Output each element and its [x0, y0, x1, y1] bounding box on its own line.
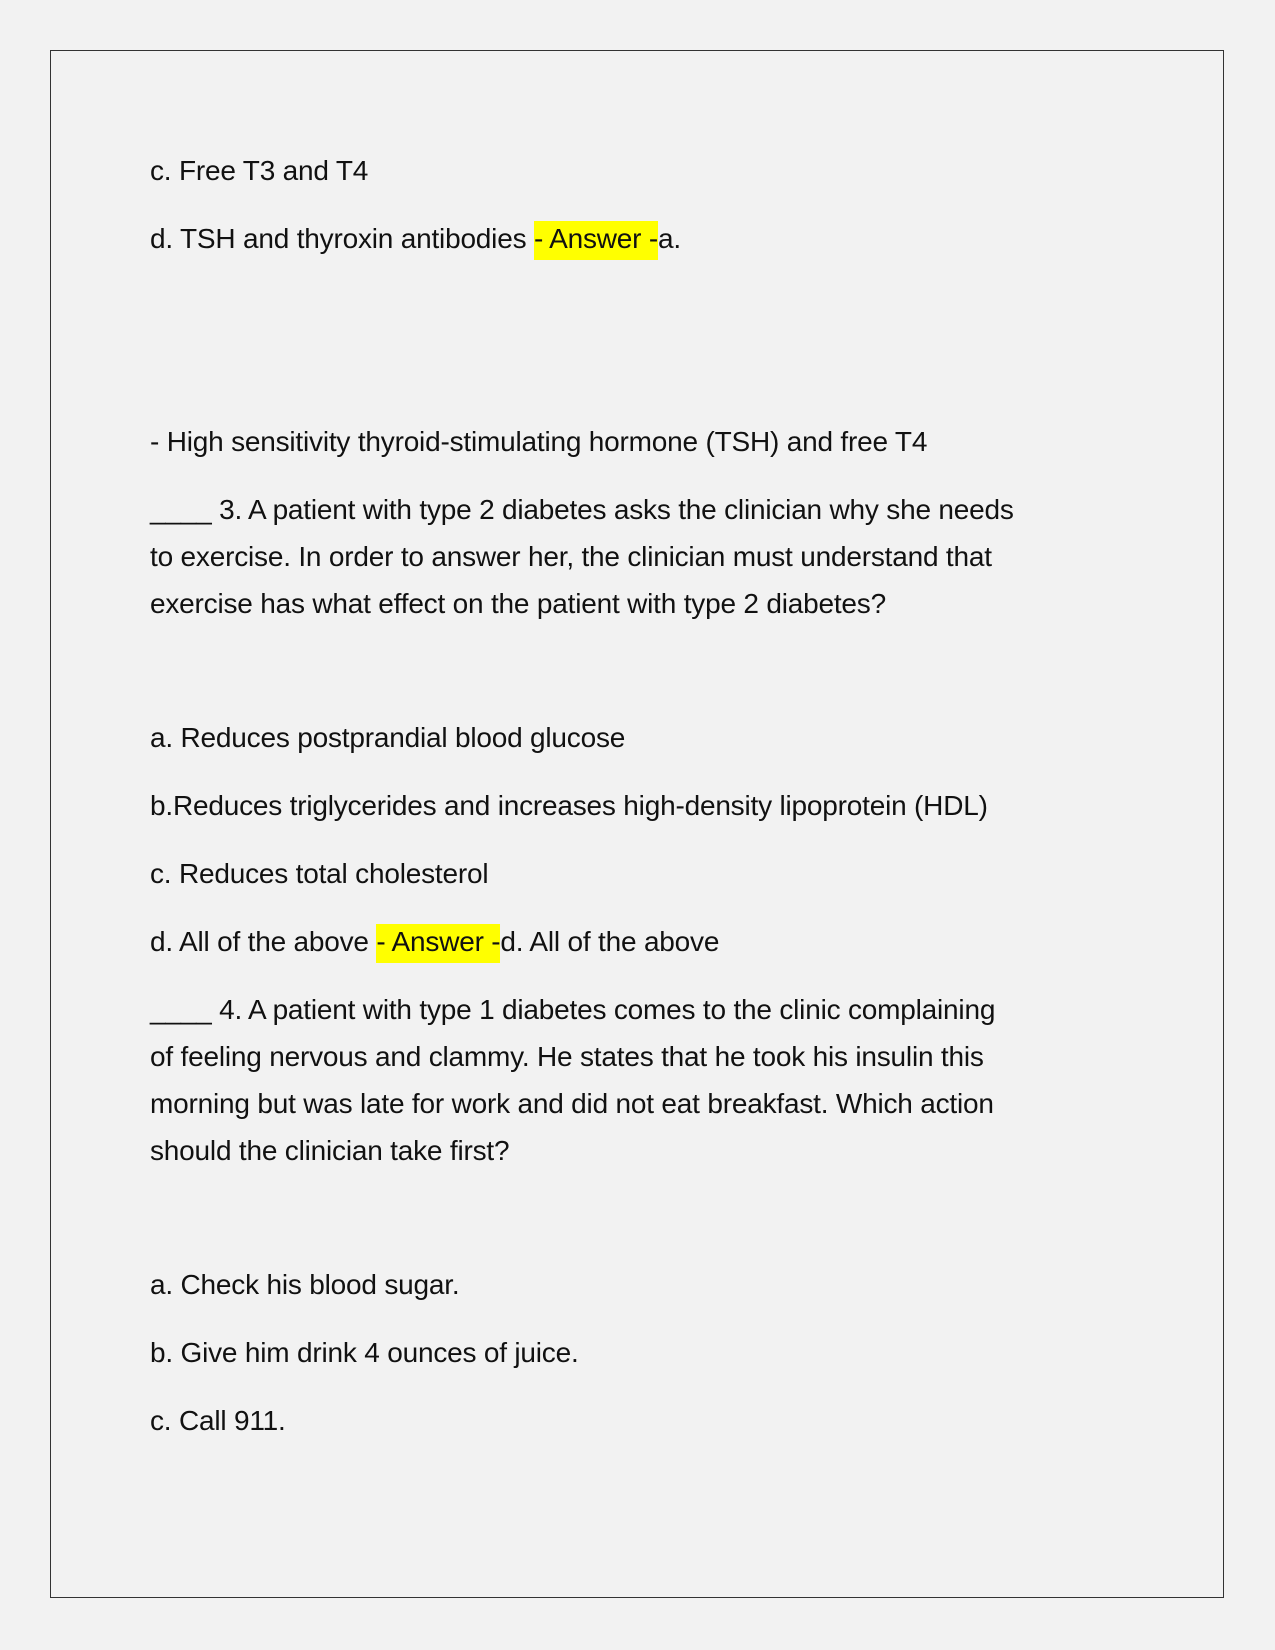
q4-option-b: b. Give him drink 4 ounces of juice.	[150, 1337, 579, 1368]
q2-answer-highlight: - Answer -	[534, 221, 658, 260]
q3-option-d: d. All of the above	[150, 926, 377, 957]
q2-option-d-answer-line	[150, 222, 681, 256]
q3-question-line: to exercise. In order to answer her, the clinician must understand that	[150, 541, 992, 572]
q4-question-line: of feeling nervous and clammy. He states that he took his insulin this	[150, 1041, 984, 1072]
q3-option-b: b.Reduces triglycerides and increases high-density lipoprotein (HDL)	[150, 790, 988, 821]
q3-question-line: ____ 3. A patient with type 2 diabetes asks the clinician why she needs	[150, 494, 1014, 525]
q2-answer-value: a.	[658, 223, 681, 254]
q4-question-line: ____ 4. A patient with type 1 diabetes comes to the clinic complaining	[150, 994, 996, 1025]
q3-question-line: exercise has what effect on the patient with type 2 diabetes?	[150, 588, 886, 619]
q3-option-a: a. Reduces postprandial blood glucose	[150, 722, 626, 753]
q2-rationale: - High sensitivity thyroid-stimulating hormone (TSH) and free T4	[150, 426, 928, 457]
q3-answer-highlight: - Answer -	[376, 924, 500, 963]
q3-answer-value: d. All of the above	[500, 926, 720, 957]
q4-option-c: c. Call 911.	[150, 1405, 286, 1436]
q4-question-line: should the clinician take first?	[150, 1135, 510, 1166]
q2-option-d: d. TSH and thyroxin antibodies	[150, 223, 534, 254]
q4-question-line: morning but was late for work and did not eat breakfast. Which action	[150, 1088, 994, 1119]
q3-option-d-answer-line	[150, 925, 719, 959]
q4-option-a: a. Check his blood sugar.	[150, 1269, 460, 1300]
q3-option-c: c. Reduces total cholesterol	[150, 858, 489, 889]
q2-option-c: c. Free T3 and T4	[150, 155, 369, 186]
